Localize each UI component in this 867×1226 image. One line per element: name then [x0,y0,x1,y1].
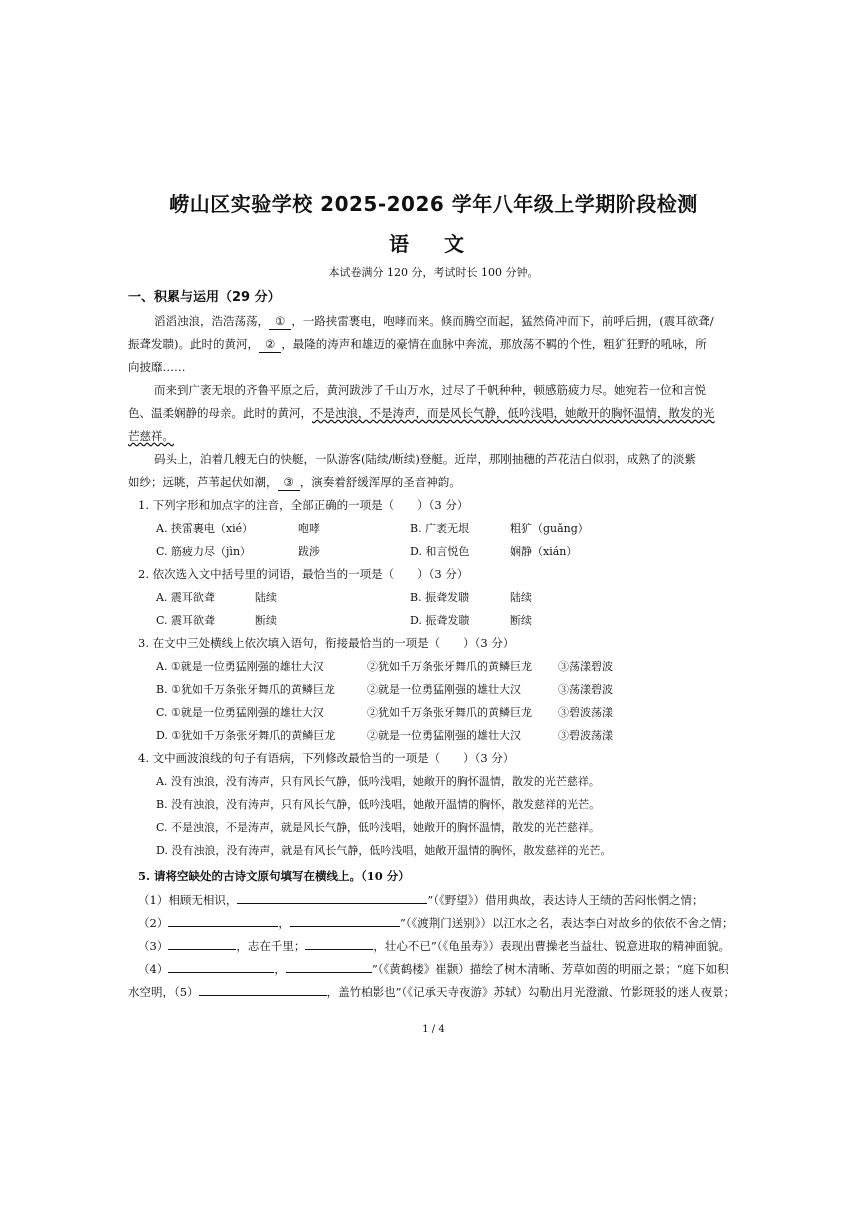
fill-blank[interactable] [168,914,278,927]
option: 跋涉 [298,545,320,558]
exam-title: 崂山区实验学校 2025-2026 学年八年级上学期阶段检测 [169,192,698,216]
option: 陆续 [255,591,277,604]
option: A. 挟雷裹电（xié） [156,522,254,535]
option: ②就是一位勇猛刚强的雄壮大汉 [367,683,521,696]
option: ③荡漾碧波 [558,683,613,696]
option: ②犹如千万条张牙舞爪的黄鳞巨龙 [367,660,532,673]
passage-line [128,428,174,444]
option: 娴静（xián） [510,545,578,558]
option: 粗犷（guǎng） [510,522,589,535]
option: D. 振聋发聩 [410,614,470,627]
option: B. ①犹如千万条张牙舞爪的黄鳞巨龙 [156,683,335,696]
option: C. 不是浊浪，不是涛声，就是风长气静，低吟浅唱，她敞开的胸怀温情，散发的光芒慈祥。 [156,821,601,834]
option: ②犹如千万条张牙舞爪的黄鳞巨龙 [367,706,532,719]
passage-line: 向披靡…… [128,360,186,374]
fill-line: （1）相顾无相识， ”（《野望》）借用典故，表达诗人王绩的苦闷怅惘之情； [138,893,704,907]
option: ③碧波荡漾 [558,706,613,719]
option: B. 振聋发聩 [410,591,470,604]
option: ③碧波荡漾 [558,729,613,742]
fill-line: 水空明，（5） ，盖竹柏影也”（《记承天寺夜游》苏轼）勾勒出月光澄澈、竹影斑驳的迷人夜景； [128,985,735,999]
option: D. ①犹如千万条张牙舞爪的黄鳞巨龙 [156,729,336,742]
option: B. 没有浊浪，没有涛声，只有风长气静，低吟浅唱，她敞开温情的胸怀，散发慈祥的光芒。 [156,798,601,811]
fill-blank[interactable] [168,960,274,973]
passage-line: 色、温柔娴静的母亲。此时的黄河，不是浊浪，不是涛声，而是风长气静，低吟浅唱，她敞开的胸怀温情，散发的光 [128,406,715,420]
passage-line: 而来到广袤无垠的齐鲁平原之后，黄河跋涉了千山万水，过尽了千帆种种，顿感筋疲力尽。她宛若一位和言悦 [154,383,706,397]
fill-blank[interactable] [237,891,427,904]
fill-line: （4） ， ”（《黄鹤楼》崔颢）描绘了树木清晰、芳草如茵的明丽之景；“庭下如积 [138,962,729,976]
question-stem: 5. 请将空缺处的古诗文原句填写在横线上。（10 分） [138,869,410,883]
fill-blank[interactable] [290,914,400,927]
option: ③荡漾碧波 [558,660,613,673]
question-stem: 4. 文中画波浪线的句子有语病，下列修改最恰当的一项是（ ）（3 分） [138,751,515,765]
question-stem: 1. 下列字形和加点字的注音，全部正确的一项是（ ）（3 分） [138,498,469,512]
passage-line: 如纱；远眺，芦苇起伏如潮， ③ ，演奏着舒缓浑厚的圣音神韵。 [128,475,461,489]
blank-2: ② [259,336,281,353]
fill-line: （2） ， ”（《渡荆门送别》）以江水之名，表达李白对故乡的依依不舍之情； [138,916,734,930]
option: C. 筋疲力尽（jìn） [156,545,252,558]
option: 断续 [255,614,277,627]
exam-note: 本试卷满分 120 分，考试时长 100 分钟。 [328,266,539,279]
option: 陆续 [510,591,532,604]
option: A. 没有浊浪，没有涛声，只有风长气静，低吟浅唱，她敞开的胸怀温情，散发的光芒慈祥。 [156,775,600,788]
subject-title: 语 文 [389,232,478,256]
option: D. 没有浊浪，没有涛声，就是有风长气静，低吟浅唱，她敞开温情的胸怀，散发慈祥的光芒。 [156,844,612,857]
page-number: 1 / 4 [422,1024,445,1035]
wavy-sentence: 芒慈祥。 [128,429,174,443]
option: A. ①就是一位勇猛刚强的雄壮大汉 [156,660,324,673]
option: B. 广袤无垠 [410,522,470,535]
fill-blank[interactable] [305,937,373,950]
option: C. ①就是一位勇猛刚强的雄壮大汉 [156,706,324,719]
option: A. 震耳欲聋 [156,591,215,604]
fill-blank[interactable] [168,937,236,950]
blank-3: ③ [278,474,300,491]
passage-line: 码头上，泊着几艘无白的快艇，一队游客(陆续/断续)登艇。近岸，那刚抽穗的芦花洁白似羽，成熟了的淡紫 [154,452,696,466]
blank-1: ① [269,313,291,330]
option: 断续 [510,614,532,627]
fill-blank[interactable] [286,960,372,973]
option: D. 和言悦色 [410,545,470,558]
option: C. 震耳欲聋 [156,614,216,627]
fill-blank[interactable] [199,983,327,996]
question-stem: 2. 依次选入文中括号里的词语，最恰当的一项是（ ）（3 分） [138,567,469,581]
option: ②就是一位勇猛刚强的雄壮大汉 [367,729,521,742]
wavy-sentence: 不是浊浪，不是涛声，而是风长气静，低吟浅唱，她敞开的胸怀温情，散发的光 [312,406,715,420]
section-heading: 一、积累与运用（29 分） [128,290,281,305]
passage-line: 振聋发聩)。此时的黄河， ② ，最隆的涛声和雄迈的豪情在血脉中奔流，那放荡不羁的个性，粗犷狂野的吼咏，所 [128,337,707,351]
fill-line: （3） ，志在千里； ，壮心不已”（《龟虽寿》）表现出曹操老当益壮、锐意进取的精神面貌。 [138,939,730,953]
passage-line: 滔滔浊浪，浩浩荡荡， ① ，一路挟雷裹电，咆哮而来。倏而腾空而起，猛然倚冲而下，前呼后拥，(震耳欲聋/ [154,314,714,328]
option: 咆哮 [298,522,320,535]
question-stem: 3. 在文中三处横线上依次填入语句，衔接最恰当的一项是（ ）（3 分） [138,636,515,650]
